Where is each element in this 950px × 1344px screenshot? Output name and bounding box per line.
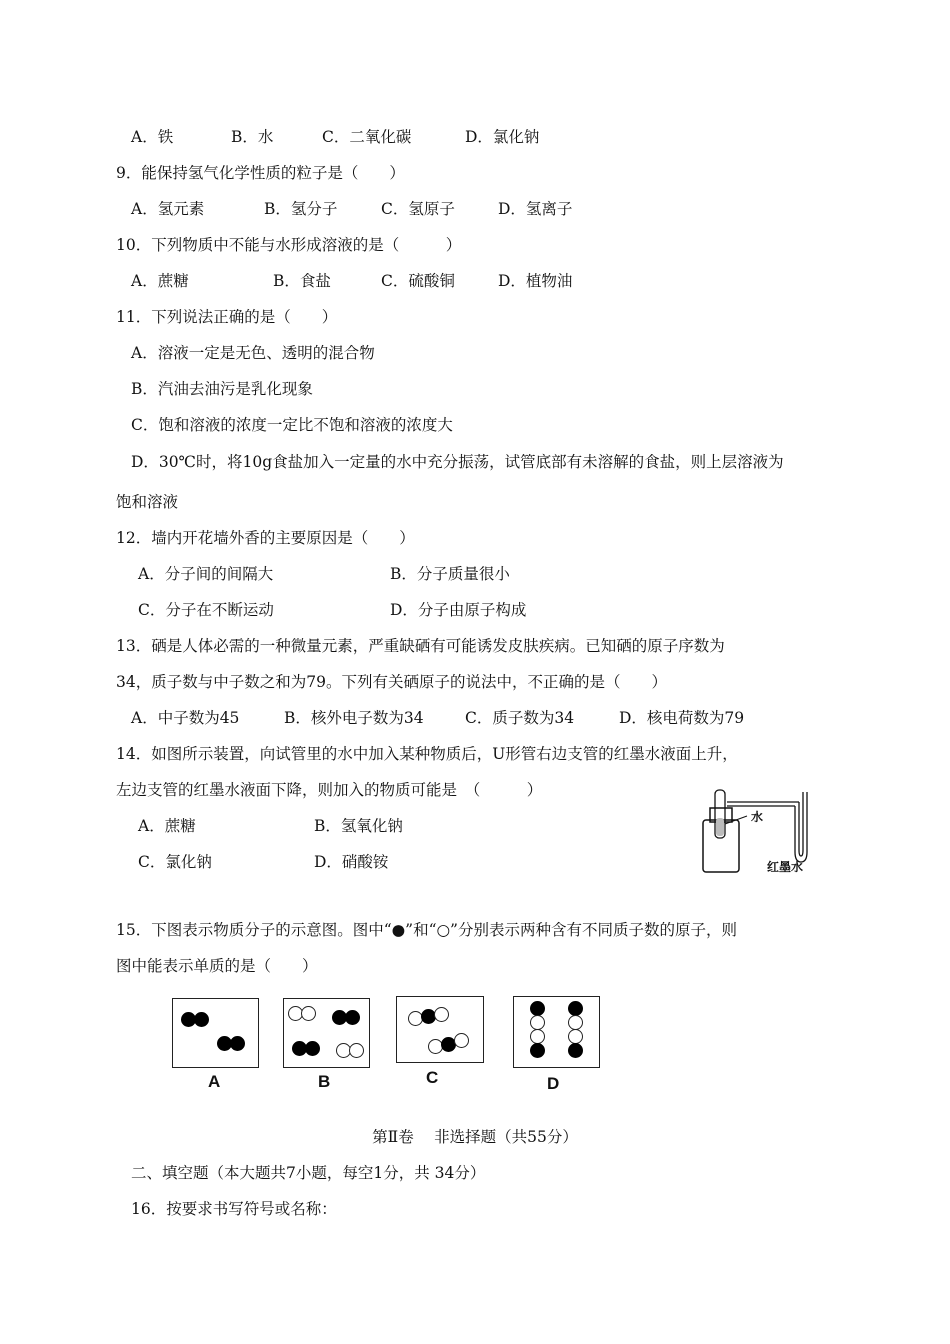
q15-stem-line1: 15．下图表示物质分子的示意图。图中“●”和“○”分别表示两种含有不同质子数的原子，则	[116, 921, 737, 939]
panel-label-c: C	[426, 1068, 439, 1087]
label-water: 水	[751, 810, 764, 824]
q10-option-d: D．植物油	[498, 272, 573, 290]
q13-option-c: C．质子数为34	[465, 709, 575, 727]
q9-option-d: D．氢离子	[498, 200, 573, 218]
q13-option-d: D．核电荷数为79	[619, 709, 745, 727]
white-atom	[349, 1043, 364, 1058]
q11-stem: 11．下列说法正确的是（ ）	[116, 308, 338, 326]
q12-option-c: C．分子在不断运动	[138, 601, 274, 619]
black-atom	[305, 1041, 320, 1056]
panel-label-d: D	[547, 1074, 560, 1093]
part2-heading: 二、填空题（本大题共7小题，每空1分，共 34分）	[131, 1164, 486, 1182]
q12-option-a: A．分子间的间隔大	[138, 565, 274, 583]
q8-option-b: B．水	[231, 128, 274, 146]
black-atom	[530, 1043, 545, 1058]
q11-continuation: 饱和溶液	[116, 493, 179, 511]
q10-option-c: C．硫酸铜	[381, 272, 455, 290]
panel-label-a: A	[208, 1072, 221, 1091]
white-atom	[568, 1029, 583, 1044]
q9-option-a: A．氢元素	[131, 200, 205, 218]
q16-stem: 16．按要求书写符号或名称：	[131, 1200, 337, 1218]
q9-stem: 9．能保持氢气化学性质的粒子是（ ）	[116, 164, 405, 182]
white-atom	[568, 1015, 583, 1030]
molecule-panel-a	[172, 998, 259, 1068]
q12-option-b: B．分子质量很小	[390, 565, 510, 583]
q13-stem-line2: 34，质子数与中子数之和为79。下列有关硒原子的说法中，不正确的是（ ）	[116, 673, 667, 691]
q9-option-b: B．氢分子	[264, 200, 338, 218]
q13-stem-line1: 13．硒是人体必需的一种微量元素，严重缺硒有可能诱发皮肤疾病。已知硒的原子序数为	[116, 637, 725, 655]
white-atom	[434, 1007, 449, 1022]
q14-option-c: C．氯化钠	[138, 853, 212, 871]
q10-option-a: A．蔗糖	[131, 272, 189, 290]
q8-option-c: C．二氧化碳	[322, 128, 412, 146]
black-atom	[345, 1010, 360, 1025]
q14-stem-line1: 14．如图所示装置，向试管里的水中加入某种物质后，U形管右边支管的红墨水液面上升，	[116, 745, 738, 763]
q13-option-b: B．核外电子数为34	[284, 709, 424, 727]
q14-stem-line2: 左边支管的红墨水液面下降，则加入的物质可能是 （ ）	[116, 781, 543, 799]
panel-label-b: B	[318, 1072, 331, 1091]
q11-option-c: C．饱和溶液的浓度一定比不饱和溶液的浓度大	[131, 416, 453, 434]
q9-option-c: C．氢原子	[381, 200, 455, 218]
q8-option-d: D．氯化钠	[465, 128, 540, 146]
q13-option-a: A．中子数为45	[131, 709, 240, 727]
q14-option-d: D．硝酸铵	[314, 853, 389, 871]
q12-option-d: D．分子由原子构成	[390, 601, 527, 619]
q11-option-b: B．汽油去油污是乳化现象	[131, 380, 313, 398]
molecule-panel-d	[513, 996, 600, 1068]
section-title: 第Ⅱ卷 非选择题（共55分）	[372, 1128, 578, 1146]
q14-apparatus-figure	[695, 782, 815, 877]
q14-option-b: B．氢氧化钠	[314, 817, 403, 835]
q10-stem: 10．下列物质中不能与水形成溶液的是（ ）	[116, 236, 462, 254]
white-atom	[301, 1006, 316, 1021]
molecule-panel-b	[283, 998, 370, 1068]
molecule-panel-c	[396, 996, 484, 1063]
q15-stem-line2: 图中能表示单质的是（ ）	[116, 957, 318, 975]
q11-option-a: A．溶液一定是无色、透明的混合物	[131, 344, 375, 362]
black-atom	[568, 1043, 583, 1058]
q10-option-b: B．食盐	[273, 272, 331, 290]
q8-option-a: A．铁	[131, 128, 174, 146]
q14-option-a: A．蔗糖	[138, 817, 196, 835]
black-atom	[230, 1036, 245, 1051]
white-atom	[530, 1029, 545, 1044]
q12-stem: 12．墙内开花墙外香的主要原因是（ ）	[116, 529, 415, 547]
white-atom	[454, 1033, 469, 1048]
black-atom	[568, 1001, 583, 1016]
q11-option-d: D．30℃时，将10g食盐加入一定量的水中充分振荡，试管底部有未溶解的食盐，则上层溶液为	[131, 453, 784, 471]
black-atom	[530, 1001, 545, 1016]
label-red-ink: 红墨水	[767, 860, 804, 874]
white-atom	[530, 1015, 545, 1030]
black-atom	[194, 1012, 209, 1027]
